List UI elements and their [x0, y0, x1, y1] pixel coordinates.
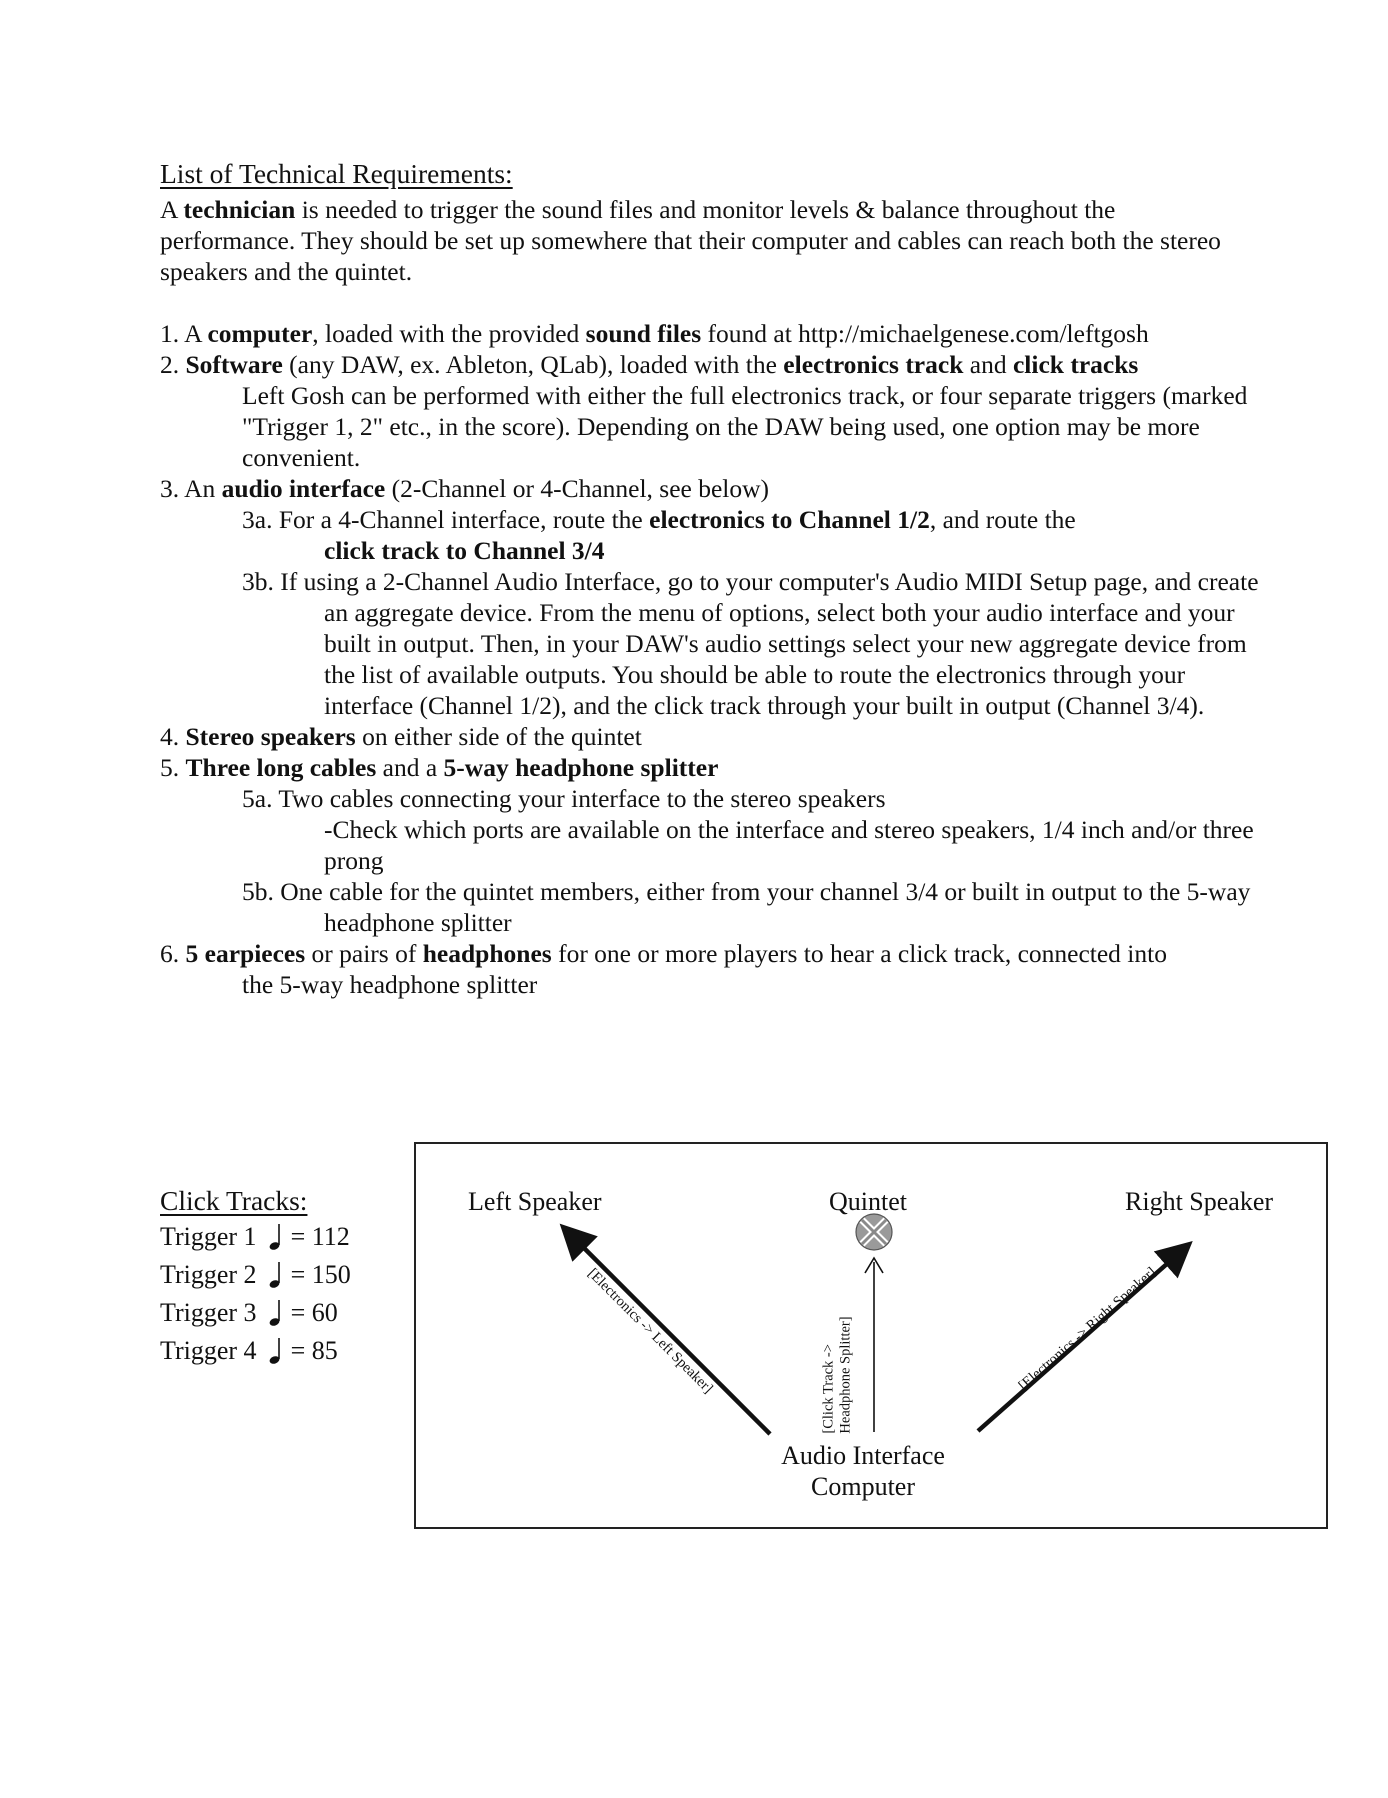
- requirements-title: List of Technical Requirements:: [160, 158, 513, 189]
- requirement-item-6: 6. 5 earpieces or pairs of headphones for one or more players to hear a click track, connected into the 5-way headphone splitter: [160, 939, 1167, 999]
- quarter-note-icon: [269, 1261, 283, 1289]
- requirement-3a: 3a. For a 4-Channel interface, route the electronics to Channel 1/2, and route the click track to Channel 3/4: [242, 505, 1076, 565]
- audio-interface-label: Audio Interface Computer: [781, 1441, 945, 1501]
- right-speaker-label: Right Speaker: [1125, 1187, 1274, 1216]
- center-arrow-label: [Click Track -> Headphone Splitter]: [820, 1316, 854, 1434]
- quintet-icon: [856, 1214, 892, 1250]
- requirement-5b: 5b. One cable for the quintet members, either from your channel 3/4 or built in output to the 5-way headphone splitter: [242, 877, 1251, 937]
- click-track-item: Trigger 3 = 60: [160, 1298, 338, 1327]
- requirement-item-1: 1. A computer, loaded with the provided sound files found at http://michaelgenese.com/leftgosh: [160, 319, 1149, 348]
- requirements-list: [160, 318, 1270, 1000]
- requirement-5a-note: -Check which ports are available on the interface and stereo speakers, 1/4 inch and/or three prong: [324, 815, 1254, 875]
- quarter-note-icon: [269, 1223, 283, 1251]
- click-track-item: Trigger 2 = 150: [160, 1260, 351, 1289]
- requirements-intro: A technician is needed to trigger the sound files and monitor levels & balance throughout the performance. They should be set up somewhere that their computer and cables can reach both the stereo speakers and the quintet.: [160, 195, 1221, 286]
- click-track-item: Trigger 1 = 112: [160, 1222, 350, 1251]
- right-arrow-label: [Electronics -> Right Speaker]: [1015, 1264, 1160, 1394]
- left-arrow: [566, 1230, 770, 1434]
- click-tracks-title: Click Tracks:: [160, 1185, 308, 1216]
- requirement-item-2: 2. Software (any DAW, ex. Ableton, QLab), loaded with the electronics track and click tracks Left Gosh can be performed with either the full electronics track, or four separate triggers (marked "Trigger 1, 2" etc., in the score). Depending on the DAW being used, one option may be more convenient.: [160, 349, 1270, 473]
- requirement-item-4: 4. Stereo speakers on either side of the quintet: [160, 722, 642, 751]
- quarter-note-icon: [269, 1299, 283, 1327]
- click-track-item: Trigger 4 = 85: [160, 1336, 338, 1365]
- quintet-label: Quintet: [829, 1187, 907, 1216]
- requirement-5a: 5a. Two cables connecting your interface to the stereo speakers: [242, 784, 886, 813]
- quarter-note-icon: [269, 1337, 283, 1365]
- left-arrow-label: [Electronics -> Left Speaker]: [584, 1265, 716, 1397]
- click-tracks-list: [160, 1218, 351, 1370]
- software-note: Left Gosh can be performed with either the full electronics track, or four separate triggers (marked "Trigger 1, 2" etc., in the score). Depending on the DAW being used, one option may be more convenient.: [242, 381, 1248, 472]
- requirement-3b: 3b. If using a 2-Channel Audio Interface, go to your computer's Audio MIDI Setup page, and create an aggregate device. From the menu of options, select both your audio interface and your built in output. Then, in your DAW's audio settings select your new aggregate device from the list of available outputs. You should be able to route the electronics through your interface (Channel 1/2), and the click track through your built in output (Channel 3/4).: [242, 567, 1259, 720]
- left-speaker-label: Left Speaker: [468, 1187, 602, 1216]
- requirement-item-3: 3. An audio interface (2-Channel or 4-Channel, see below) 3a. For a 4-Channel interface, route the electronics to Channel 1/2, and route the click track to Channel 3/4 3b. If using a 2-Channel Audio Interface, go to your computer's Audio MIDI Setup page, and create an aggregate device. From the menu of options, select both your audio interface and your built in output. Then, in your DAW's audio settings select your new aggregate device from the list of available outputs. You should be able to route the electronics through your interface (Channel 1/2), and the click track through your built in output (Channel 3/4).: [160, 473, 1270, 721]
- setup-diagram: [414, 1142, 1328, 1529]
- requirement-item-5: 5. Three long cables and a 5-way headphone splitter 5a. Two cables connecting your interface to the stereo speakers -Check which ports are available on the interface and stereo speakers, 1/4 inch and/or three prong 5b. One cable for the quintet members, either from your channel 3/4 or built in output to the 5-way headphone splitter: [160, 752, 1270, 938]
